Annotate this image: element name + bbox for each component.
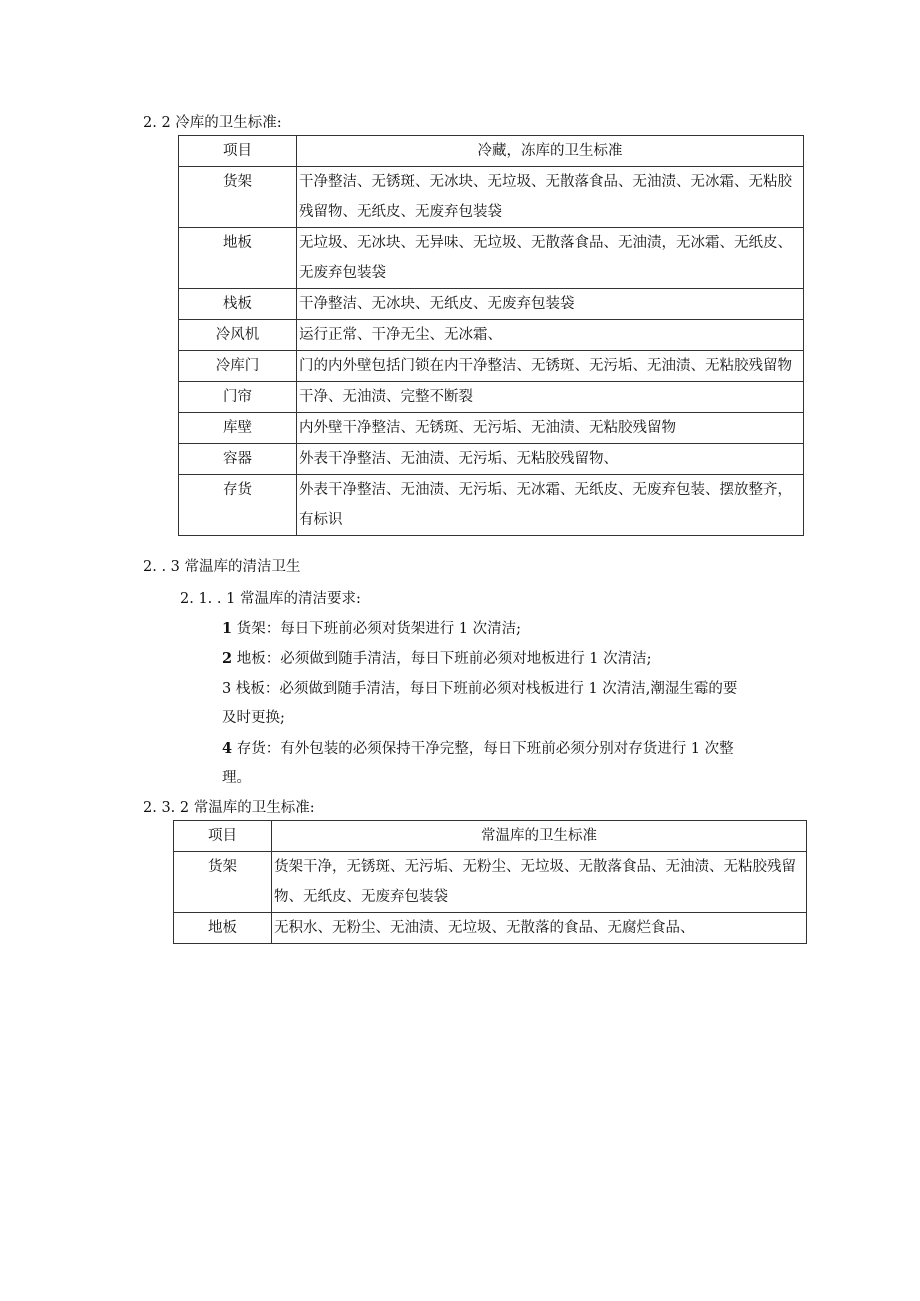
row-item: 地板	[179, 228, 297, 289]
table-row	[179, 444, 804, 475]
row-item: 地板	[174, 913, 272, 944]
requirement-number: 1	[222, 620, 233, 637]
row-standard: 干净、无油渍、完整不断裂	[297, 382, 804, 413]
table-row	[179, 289, 804, 320]
section-heading-ambient-cleaning: 2. . 3 常温库的清洁卫生	[143, 559, 301, 575]
row-item: 货架	[174, 852, 272, 913]
section-heading-cold-storage: 2. 2 冷库的卫生标准:	[143, 115, 282, 131]
row-standard: 无垃圾、无冰块、无异味、无垃圾、无散落食品、无油渍，无冰霜、无纸皮、无废弃包装袋	[297, 228, 804, 289]
row-standard: 外表干净整洁、无油渍、无污垢、无冰霜、无纸皮、无废弃包装、摆放整齐，有标识	[297, 475, 804, 536]
table-header-row	[179, 136, 804, 167]
row-standard: 无积水、无粉尘、无油渍、无垃圾、无散落的食品、无腐烂食品、	[272, 913, 807, 944]
requirement-item	[222, 739, 734, 759]
requirement-text: 栈板：必须做到随手清洁，每日下班前必须对栈板进行 1 次清洁,潮湿生霉的要	[231, 681, 738, 697]
requirement-item	[222, 679, 737, 699]
table-row	[179, 167, 804, 228]
requirement-number: 4	[222, 740, 233, 757]
row-item: 货架	[179, 167, 297, 228]
row-item: 冷库门	[179, 351, 297, 382]
header-standard: 常温库的卫生标准	[272, 821, 807, 852]
row-item: 库壁	[179, 413, 297, 444]
row-item: 容器	[179, 444, 297, 475]
cold-storage-standards-table	[178, 135, 804, 536]
table-row	[174, 913, 807, 944]
row-standard: 外表干净整洁、无油渍、无污垢、无粘胶残留物、	[297, 444, 804, 475]
requirement-number: 3	[222, 681, 232, 697]
row-standard: 货架干净，无锈斑、无污垢、无粉尘、无垃圾、无散落食品、无油渍、无粘胶残留物、无纸皮、无废弃包装袋	[272, 852, 807, 913]
table-row	[179, 351, 804, 382]
requirement-text: 存货：有外包装的必须保持干净完整，每日下班前必须分别对存货进行 1 次整	[232, 741, 734, 757]
requirement-continuation: 理。	[222, 770, 251, 786]
row-item: 栈板	[179, 289, 297, 320]
table-row	[179, 413, 804, 444]
row-standard: 门的内外壁包括门锁在内干净整洁、无锈斑、无污垢、无油渍、无粘胶残留物	[297, 351, 804, 382]
requirement-continuation: 及时更换;	[222, 710, 285, 726]
row-item: 存货	[179, 475, 297, 536]
table-row	[179, 475, 804, 536]
table-row	[174, 852, 807, 913]
requirement-text: 货架：每日下班前必须对货架进行 1 次清洁;	[232, 621, 522, 637]
table-header-row	[174, 821, 807, 852]
requirement-number: 2	[222, 650, 233, 667]
row-item: 门帘	[179, 382, 297, 413]
ambient-storage-standards-table	[173, 820, 807, 944]
section-heading-ambient-standards: 2. 3. 2 常温库的卫生标准:	[143, 800, 315, 816]
row-standard: 干净整洁、无冰块、无纸皮、无废弃包装袋	[297, 289, 804, 320]
header-standard: 冷藏，冻库的卫生标准	[297, 136, 804, 167]
table-row	[179, 320, 804, 351]
sub-heading-cleaning-requirements: 2. 1. . 1 常温库的清洁要求:	[180, 591, 361, 607]
requirement-item	[222, 649, 652, 669]
table-row	[179, 228, 804, 289]
row-standard: 内外壁干净整洁、无锈斑、无污垢、无油渍、无粘胶残留物	[297, 413, 804, 444]
table-row	[179, 382, 804, 413]
row-standard: 运行正常、干净无尘、无冰霜、	[297, 320, 804, 351]
requirement-text: 地板：必须做到随手清洁，每日下班前必须对地板进行 1 次清洁;	[232, 651, 652, 667]
row-item: 冷风机	[179, 320, 297, 351]
header-item: 项目	[179, 136, 297, 167]
requirement-item	[222, 619, 521, 639]
header-item: 项目	[174, 821, 272, 852]
row-standard: 干净整洁、无锈斑、无冰块、无垃圾、无散落食品、无油渍、无冰霜、无粘胶残留物、无纸皮、无废弃包装袋	[297, 167, 804, 228]
